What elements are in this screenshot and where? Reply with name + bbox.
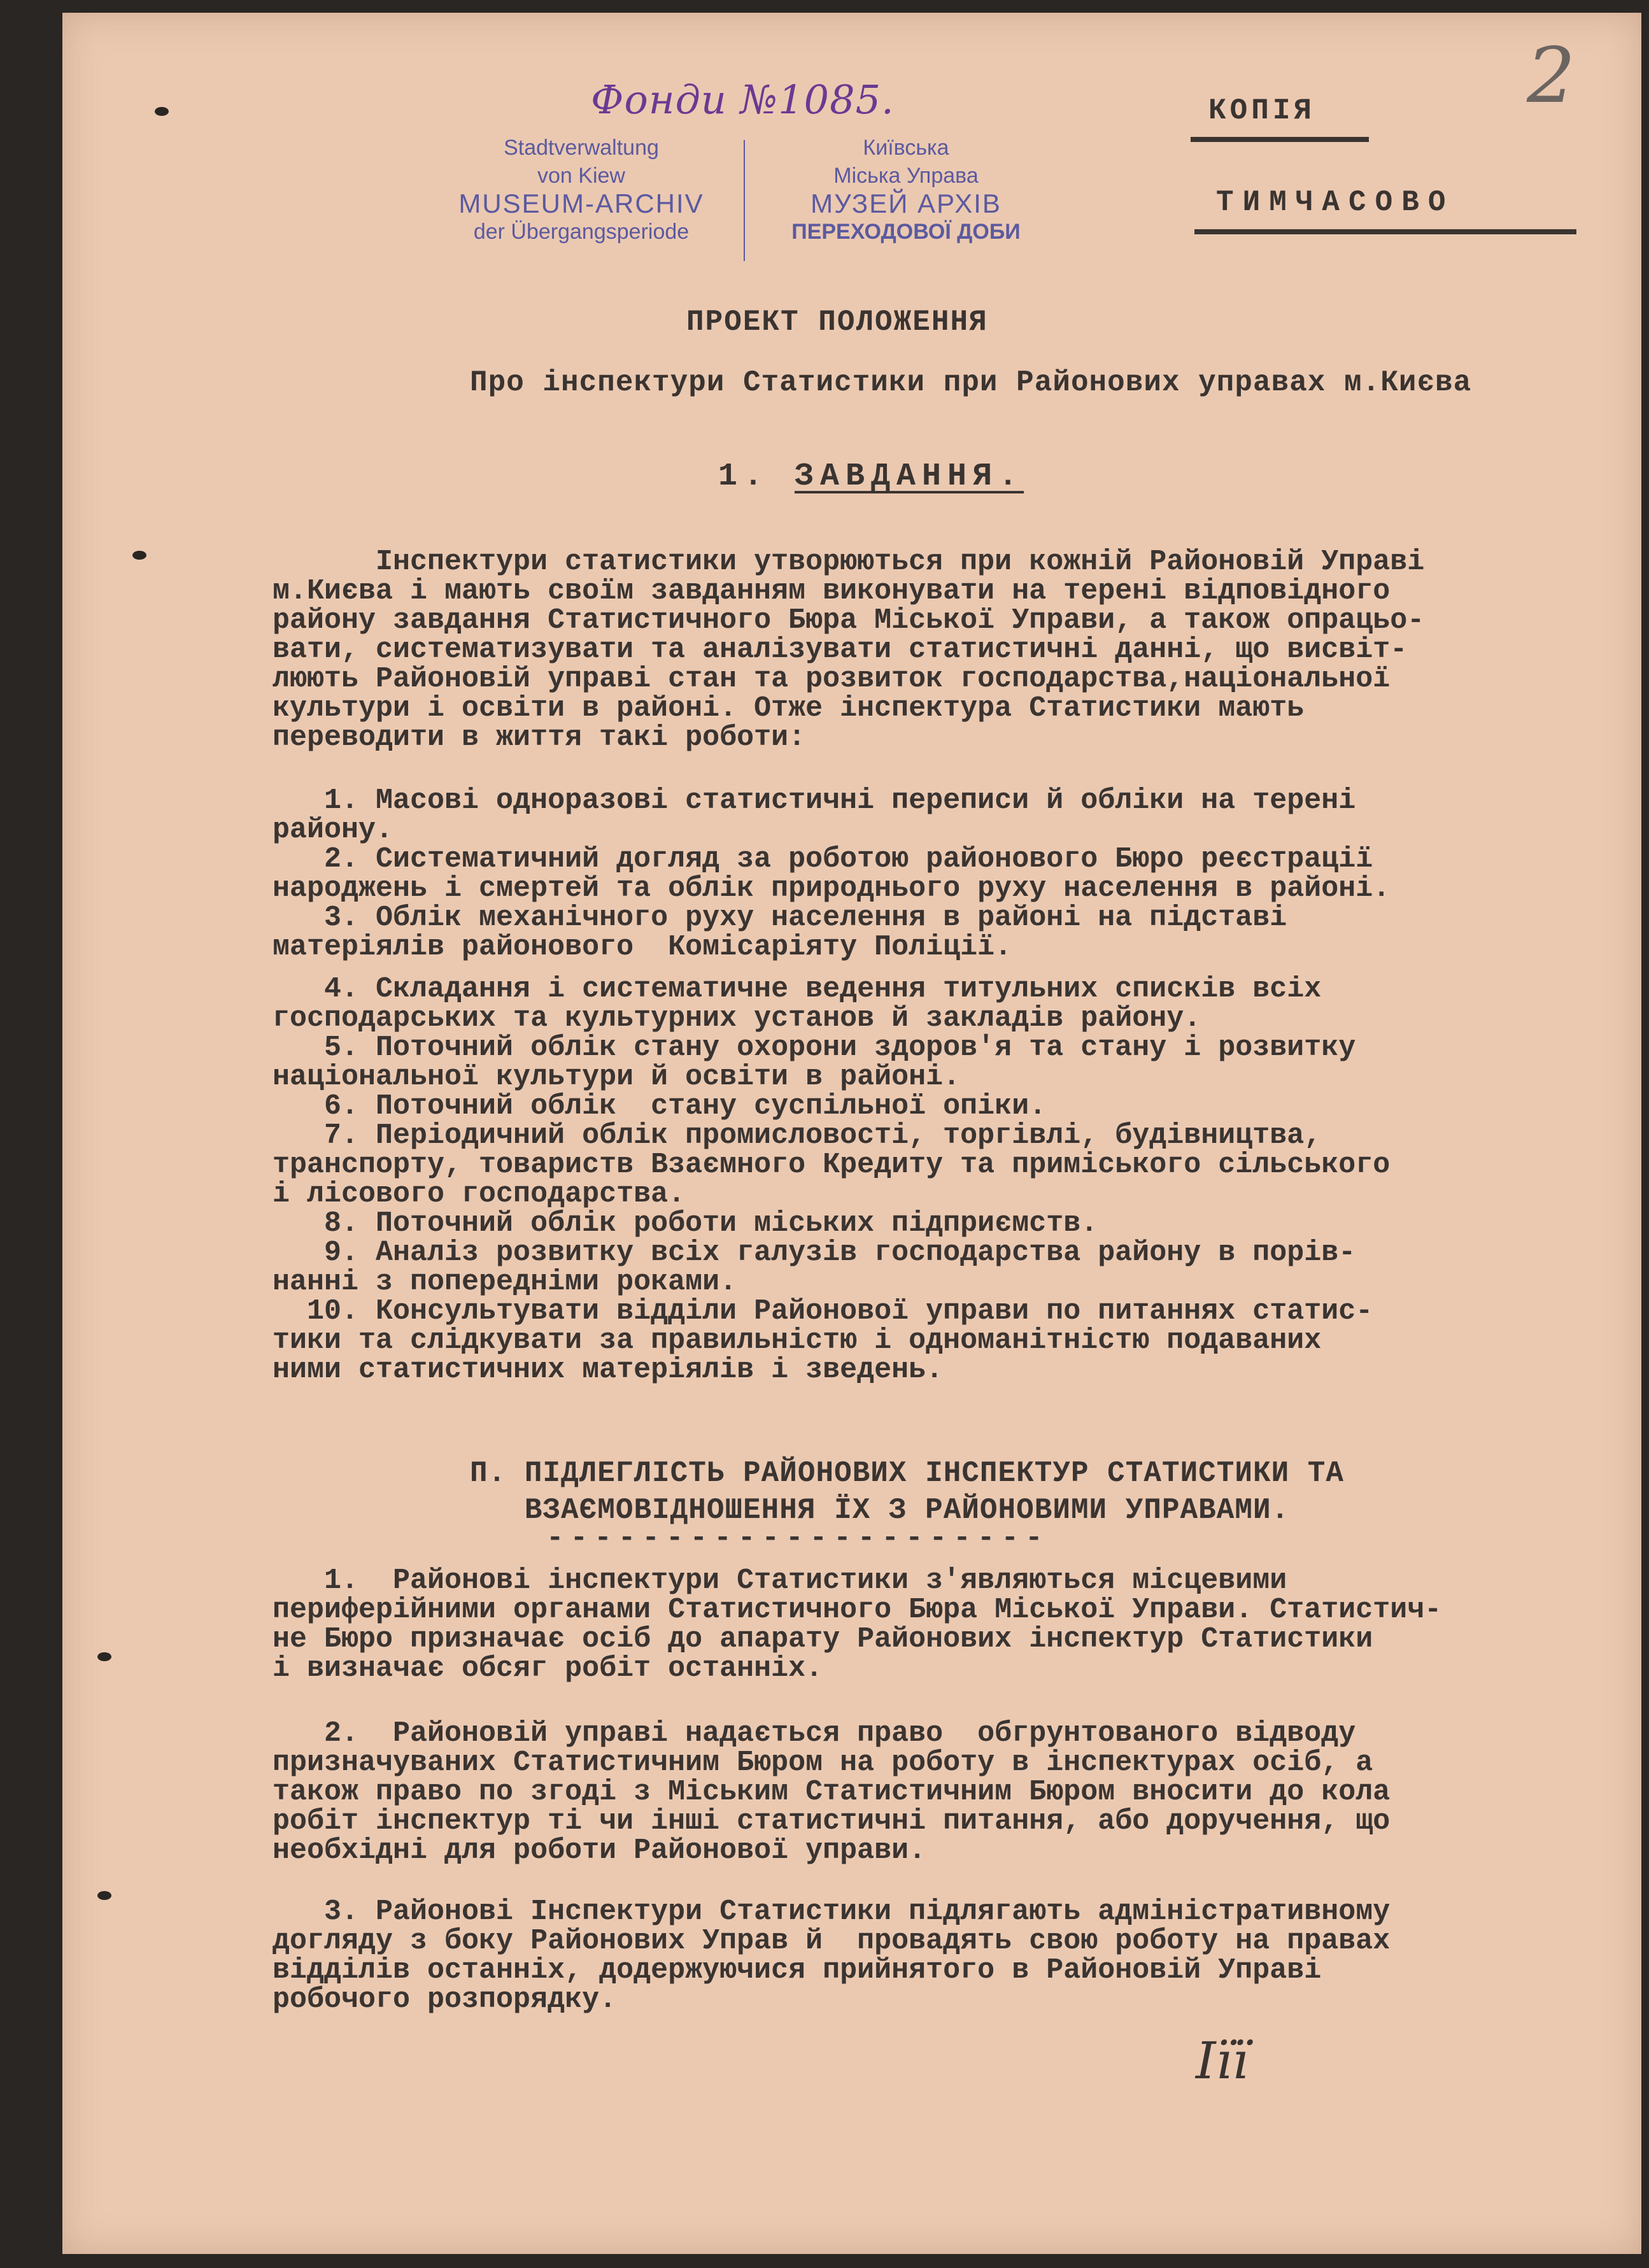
text-line: периферійними органами Статистичного Бюра Міської Управи. Статистич- <box>272 1594 1442 1626</box>
document-title: ПРОЕКТ ПОЛОЖЕННЯ <box>686 306 988 339</box>
text-line: робіт інспектур ті чи інші статистичні питання, або доручення, що <box>272 1805 1391 1838</box>
text-line: 3. Облік механічного руху населення в районі на підставі <box>272 902 1287 934</box>
text-line: ними статистичних матеріялів і зведень. <box>272 1354 944 1386</box>
temporary-label: ТИМЧАСОВО <box>1216 186 1455 219</box>
punch-hole <box>155 107 169 116</box>
text-line: ПЕРЕХОДОВОЇ ДОБИ <box>791 220 1021 244</box>
text-line: також право по згоді з Міським Статистичним Бюром вносити до кола <box>272 1776 1391 1808</box>
text-line: 5. Поточний облік стану охорони здоров'я та стану і розвитку <box>272 1031 1356 1064</box>
text-line: Міська Управа <box>833 164 979 188</box>
text-line: 7. Періодичний облік промисловості, торгівлі, будівництва, <box>272 1119 1322 1152</box>
copy-underline <box>1191 137 1369 142</box>
text-line: Stadtverwaltung <box>504 136 659 160</box>
copy-label: КОПІЯ <box>1208 94 1316 127</box>
text-line: von Kiew <box>537 164 625 188</box>
text-line: необхідні для роботи Районової управи. <box>272 1834 926 1867</box>
text-line: 2. Районовій управі надається право обгрунтованого відводу <box>272 1717 1356 1750</box>
text-line: Інспектури статистики утворюються при кожній Районовій Управі <box>272 546 1425 578</box>
text-line: переводити в життя такі роботи: <box>272 721 806 754</box>
text-line: 9. Аналіз розвитку всіх галузів господарства району в порів- <box>272 1237 1356 1269</box>
page-number: 2 <box>1527 32 1576 120</box>
text-line: 3. Районові Інспектури Статистики підлягають адміністративному <box>272 1896 1391 1928</box>
tasks-list <box>272 786 1552 1385</box>
text-line: і визначає обсяг робіт останніх. <box>272 1652 823 1685</box>
text-line: і лісового господарства. <box>272 1178 686 1210</box>
text-line: тики та слідкувати за правильністю і одноманітністю подаваних <box>272 1324 1322 1357</box>
section-2-heading <box>470 1455 1344 1529</box>
text-line: Київська <box>863 136 949 160</box>
text-line: люють Районовій управі стан та розвиток господарства,національної <box>272 663 1391 695</box>
text-line: 2. Систематичний догляд за роботою районового Бюро реєстрації <box>272 843 1373 875</box>
text-line: П. ПІДЛЕГЛІСТЬ РАЙОНОВИХ ІНСПЕКТУР СТАТИСТИКИ ТА <box>470 1457 1345 1490</box>
text-line: призначуваних Статистичним Бюром на роботу в інспектурах осіб, а <box>272 1747 1373 1779</box>
document-page <box>62 13 1641 2254</box>
text-line: 1. Масові одноразові статистичні переписи й обліки на терені <box>272 784 1356 817</box>
text-line: не Бюро призначає осіб до апарату Районових інспектур Статистики <box>272 1623 1373 1655</box>
handwritten-initials: Іїї <box>1196 2031 1249 2090</box>
text-line: ВЗАЄМОВІДНОШЕННЯ ЇХ З РАЙОНОВИМИ УПРАВАМИ. <box>470 1494 1290 1527</box>
punch-hole <box>97 1891 111 1900</box>
text-line: вати, систематизувати та аналізувати статистичні данні, що висвіт- <box>272 634 1408 666</box>
punch-hole <box>97 1652 111 1661</box>
text-line: 8. Поточний облік роботи міських підприємств. <box>272 1207 1098 1240</box>
paragraph-1 <box>272 1566 1552 1683</box>
text-line: району. <box>272 814 393 846</box>
stamp-divider <box>744 140 745 261</box>
paragraph-2 <box>272 1719 1552 1866</box>
text-line: культури і освіти в районі. Отже інспектура Статистики мають <box>272 692 1305 725</box>
text-line: 1. Районові інспектури Статистики з'являються місцевими <box>272 1564 1287 1597</box>
text-line: національної культури й освіти в районі. <box>272 1061 961 1093</box>
text-line: відділів останніх, додержуючися прийнятого в Районовій Управі <box>272 1954 1322 1987</box>
text-line: господарських та культурних установ й закладів району. <box>272 1002 1201 1035</box>
text-line: робочого розпорядку. <box>272 1983 617 2016</box>
text-line: 6. Поточний облік стану суспільної опіки. <box>272 1090 1047 1123</box>
text-line: 4. Складання і систематичне ведення титульних списків всіх <box>272 973 1322 1005</box>
text-line: народжень і смертей та облік природнього руху населення в районі. <box>272 872 1391 905</box>
text-line: 1. <box>718 458 770 495</box>
text-line: der Übergangsperiode <box>473 220 690 244</box>
section-2-rule: --------------------- <box>546 1522 1049 1555</box>
text-line: МУЗЕЙ АРХІВ <box>810 188 1001 218</box>
text-line: ЗАВДАННЯ. <box>795 458 1024 495</box>
intro-paragraph <box>272 548 1552 753</box>
text-line: 10. Консультувати відділи Районової управи по питаннях статис- <box>272 1295 1373 1328</box>
text-line: MUSEUM-ARCHIV <box>458 188 704 218</box>
stamp-german-text <box>432 134 731 246</box>
stamp-ukrainian-text <box>756 134 1056 246</box>
document-subtitle: Про інспектури Статистики при Районових управах м.Києва <box>470 366 1472 399</box>
fond-number-handwritten: Фонди №1085. <box>591 76 895 123</box>
text-line: м.Києва і мають своїм завданням виконувати на терені відповідного <box>272 575 1391 607</box>
text-line: матеріялів районового Комісаріяту Поліції. <box>272 931 1012 963</box>
archive-stamp <box>432 134 1056 274</box>
text-line: транспорту, товариств Взаємного Кредиту та приміського сільського <box>272 1149 1391 1181</box>
temporary-underline <box>1194 229 1576 234</box>
section-1-heading <box>718 458 1024 495</box>
paragraph-3 <box>272 1897 1552 2015</box>
text-line: району завдання Статистичного Бюра Міської Управи, а також опрацьо- <box>272 604 1425 637</box>
text-line: нанні з попередніми роками. <box>272 1266 737 1298</box>
punch-hole <box>132 551 146 560</box>
text-line: догляду з боку Районових Управ й провадять свою роботу на правах <box>272 1925 1391 1957</box>
